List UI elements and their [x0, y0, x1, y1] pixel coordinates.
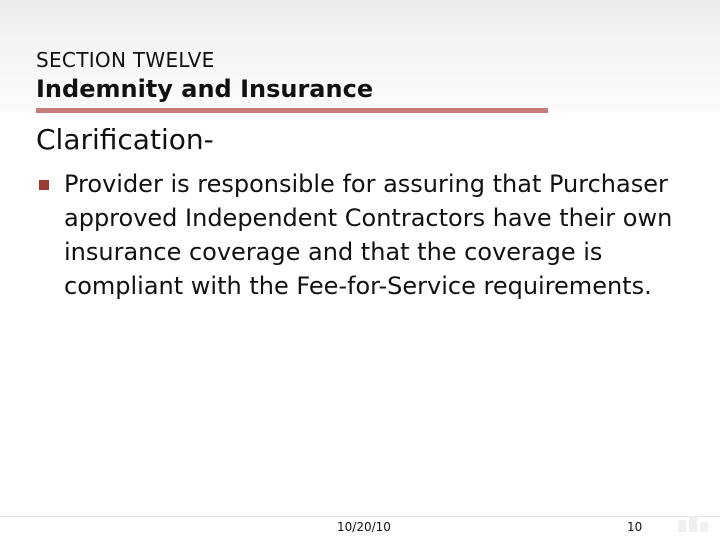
footer-date: 10/20/10 [337, 520, 391, 534]
title-underline [36, 108, 548, 113]
footer-divider [0, 516, 720, 517]
section-label: SECTION TWELVE [36, 48, 215, 72]
clarification-heading: Clarification- [36, 123, 214, 156]
slide-title: Indemnity and Insurance [36, 75, 374, 103]
logo-watermark-graphic [674, 512, 714, 538]
page-number: 10 [627, 520, 643, 534]
square-bullet-icon [39, 180, 49, 190]
bullet-text: Provider is responsible for assuring that Purchaser approved Independent Contractors have their own insurance coverage and that the coverage is compliant with the Fee-for-Service requirements. [64, 170, 673, 300]
logo-watermark-icon [674, 512, 714, 538]
